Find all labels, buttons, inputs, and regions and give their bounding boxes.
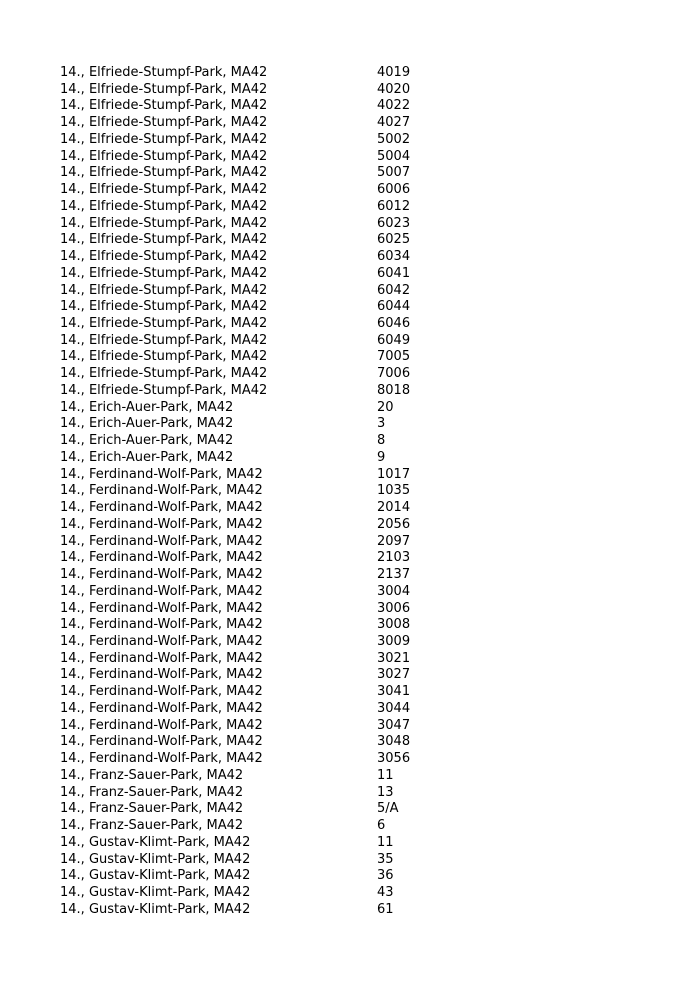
row-location: 14., Elfriede-Stumpf-Park, MA42 — [60, 282, 268, 298]
row-number: 5002 — [377, 131, 411, 147]
list-row — [60, 165, 660, 182]
row-location: 14., Ferdinand-Wolf-Park, MA42 — [60, 650, 263, 666]
row-number: 3047 — [377, 717, 411, 733]
row-location: 14., Elfriede-Stumpf-Park, MA42 — [60, 316, 268, 332]
row-number: 3044 — [377, 700, 411, 716]
row-number: 1017 — [377, 466, 411, 482]
list-row — [60, 232, 660, 249]
row-number: 3048 — [377, 734, 411, 750]
row-number: 2103 — [377, 550, 411, 566]
list-row — [60, 416, 660, 433]
row-number: 43 — [377, 884, 394, 900]
list-row — [60, 734, 660, 751]
row-location: 14., Elfriede-Stumpf-Park, MA42 — [60, 131, 268, 147]
row-location: 14., Erich-Auer-Park, MA42 — [60, 433, 234, 449]
row-location: 14., Elfriede-Stumpf-Park, MA42 — [60, 215, 268, 231]
row-location: 14., Gustav-Klimt-Park, MA42 — [60, 884, 251, 900]
row-location: 14., Elfriede-Stumpf-Park, MA42 — [60, 182, 268, 198]
row-number: 3027 — [377, 667, 411, 683]
row-number: 3021 — [377, 650, 411, 666]
row-number: 3006 — [377, 600, 411, 616]
list-row — [60, 182, 660, 199]
list-row — [60, 467, 660, 484]
row-location: 14., Franz-Sauer-Park, MA42 — [60, 818, 244, 834]
row-number: 13 — [377, 784, 394, 800]
list-row — [60, 98, 660, 115]
row-number: 61 — [377, 901, 394, 917]
row-location: 14., Ferdinand-Wolf-Park, MA42 — [60, 700, 263, 716]
row-location: 14., Gustav-Klimt-Park, MA42 — [60, 834, 251, 850]
list-row — [60, 785, 660, 802]
list-row — [60, 534, 660, 551]
list-row — [60, 852, 660, 869]
row-number: 4020 — [377, 81, 411, 97]
row-location: 14., Erich-Auer-Park, MA42 — [60, 399, 234, 415]
list-row — [60, 266, 660, 283]
row-number: 6034 — [377, 249, 411, 265]
row-location: 14., Ferdinand-Wolf-Park, MA42 — [60, 500, 263, 516]
row-location: 14., Gustav-Klimt-Park, MA42 — [60, 851, 251, 867]
list-row — [60, 667, 660, 684]
list-row — [60, 567, 660, 584]
list-row — [60, 366, 660, 383]
row-location: 14., Ferdinand-Wolf-Park, MA42 — [60, 583, 263, 599]
row-location: 14., Franz-Sauer-Park, MA42 — [60, 784, 244, 800]
row-number: 2097 — [377, 533, 411, 549]
park-number-list — [60, 65, 660, 918]
row-number: 3004 — [377, 583, 411, 599]
list-row — [60, 550, 660, 567]
list-row — [60, 684, 660, 701]
list-row — [60, 835, 660, 852]
row-number: 8018 — [377, 382, 411, 398]
list-row — [60, 216, 660, 233]
list-row — [60, 584, 660, 601]
row-number: 6023 — [377, 215, 411, 231]
row-number: 11 — [377, 767, 394, 783]
row-number: 6042 — [377, 282, 411, 298]
list-row — [60, 450, 660, 467]
list-row — [60, 483, 660, 500]
row-number: 3056 — [377, 751, 411, 767]
row-number: 3041 — [377, 684, 411, 700]
row-number: 6041 — [377, 265, 411, 281]
row-number: 35 — [377, 851, 394, 867]
row-number: 2056 — [377, 516, 411, 532]
row-number: 9 — [377, 449, 386, 465]
row-number: 3 — [377, 416, 386, 432]
row-number: 5/A — [377, 801, 399, 817]
list-row — [60, 383, 660, 400]
list-row — [60, 868, 660, 885]
row-location: 14., Elfriede-Stumpf-Park, MA42 — [60, 232, 268, 248]
row-number: 3009 — [377, 633, 411, 649]
row-location: 14., Franz-Sauer-Park, MA42 — [60, 801, 244, 817]
list-row — [60, 651, 660, 668]
list-row — [60, 617, 660, 634]
list-row — [60, 283, 660, 300]
row-location: 14., Ferdinand-Wolf-Park, MA42 — [60, 734, 263, 750]
row-location: 14., Ferdinand-Wolf-Park, MA42 — [60, 667, 263, 683]
row-location: 14., Elfriede-Stumpf-Park, MA42 — [60, 81, 268, 97]
row-location: 14., Ferdinand-Wolf-Park, MA42 — [60, 684, 263, 700]
list-row — [60, 299, 660, 316]
list-row — [60, 885, 660, 902]
list-row — [60, 801, 660, 818]
list-row — [60, 82, 660, 99]
row-number: 36 — [377, 868, 394, 884]
list-row — [60, 249, 660, 266]
row-number: 7005 — [377, 349, 411, 365]
row-number: 6049 — [377, 332, 411, 348]
row-location: 14., Ferdinand-Wolf-Park, MA42 — [60, 466, 263, 482]
row-number: 20 — [377, 399, 394, 415]
row-number: 6025 — [377, 232, 411, 248]
list-row — [60, 132, 660, 149]
row-location: 14., Ferdinand-Wolf-Park, MA42 — [60, 483, 263, 499]
row-location: 14., Ferdinand-Wolf-Park, MA42 — [60, 550, 263, 566]
row-location: 14., Elfriede-Stumpf-Park, MA42 — [60, 332, 268, 348]
row-location: 14., Ferdinand-Wolf-Park, MA42 — [60, 567, 263, 583]
row-location: 14., Ferdinand-Wolf-Park, MA42 — [60, 633, 263, 649]
list-row — [60, 115, 660, 132]
row-location: 14., Elfriede-Stumpf-Park, MA42 — [60, 265, 268, 281]
list-row — [60, 149, 660, 166]
list-row — [60, 400, 660, 417]
row-number: 6044 — [377, 299, 411, 315]
row-number: 4019 — [377, 65, 411, 80]
row-number: 6006 — [377, 182, 411, 198]
list-row — [60, 768, 660, 785]
list-row — [60, 751, 660, 768]
row-number: 6012 — [377, 198, 411, 214]
list-row — [60, 349, 660, 366]
row-location: 14., Elfriede-Stumpf-Park, MA42 — [60, 65, 268, 80]
row-location: 14., Elfriede-Stumpf-Park, MA42 — [60, 198, 268, 214]
list-row — [60, 601, 660, 618]
row-number: 5004 — [377, 148, 411, 164]
row-number: 6 — [377, 818, 386, 834]
row-location: 14., Ferdinand-Wolf-Park, MA42 — [60, 533, 263, 549]
list-row — [60, 517, 660, 534]
list-row — [60, 500, 660, 517]
row-location: 14., Ferdinand-Wolf-Park, MA42 — [60, 516, 263, 532]
row-number: 2137 — [377, 567, 411, 583]
list-row — [60, 316, 660, 333]
row-number: 2014 — [377, 500, 411, 516]
row-location: 14., Ferdinand-Wolf-Park, MA42 — [60, 617, 263, 633]
row-location: 14., Ferdinand-Wolf-Park, MA42 — [60, 600, 263, 616]
list-row — [60, 818, 660, 835]
row-location: 14., Ferdinand-Wolf-Park, MA42 — [60, 751, 263, 767]
list-row — [60, 718, 660, 735]
row-number: 4022 — [377, 98, 411, 114]
row-number: 1035 — [377, 483, 411, 499]
row-number: 4027 — [377, 115, 411, 131]
list-row — [60, 199, 660, 216]
row-number: 6046 — [377, 316, 411, 332]
row-location: 14., Elfriede-Stumpf-Park, MA42 — [60, 349, 268, 365]
row-location: 14., Elfriede-Stumpf-Park, MA42 — [60, 98, 268, 114]
row-location: 14., Gustav-Klimt-Park, MA42 — [60, 901, 251, 917]
row-number: 8 — [377, 433, 386, 449]
row-location: 14., Elfriede-Stumpf-Park, MA42 — [60, 382, 268, 398]
row-number: 11 — [377, 834, 394, 850]
row-location: 14., Elfriede-Stumpf-Park, MA42 — [60, 366, 268, 382]
list-row — [60, 701, 660, 718]
row-location: 14., Ferdinand-Wolf-Park, MA42 — [60, 717, 263, 733]
row-location: 14., Franz-Sauer-Park, MA42 — [60, 767, 244, 783]
row-location: 14., Erich-Auer-Park, MA42 — [60, 449, 234, 465]
list-row — [60, 333, 660, 350]
row-location: 14., Elfriede-Stumpf-Park, MA42 — [60, 299, 268, 315]
row-location: 14., Gustav-Klimt-Park, MA42 — [60, 868, 251, 884]
list-row — [60, 902, 660, 919]
row-location: 14., Erich-Auer-Park, MA42 — [60, 416, 234, 432]
list-row — [60, 65, 660, 82]
row-location: 14., Elfriede-Stumpf-Park, MA42 — [60, 148, 268, 164]
row-number: 3008 — [377, 617, 411, 633]
list-row — [60, 634, 660, 651]
row-location: 14., Elfriede-Stumpf-Park, MA42 — [60, 249, 268, 265]
row-number: 5007 — [377, 165, 411, 181]
row-number: 7006 — [377, 366, 411, 382]
list-row — [60, 433, 660, 450]
row-location: 14., Elfriede-Stumpf-Park, MA42 — [60, 165, 268, 181]
row-location: 14., Elfriede-Stumpf-Park, MA42 — [60, 115, 268, 131]
